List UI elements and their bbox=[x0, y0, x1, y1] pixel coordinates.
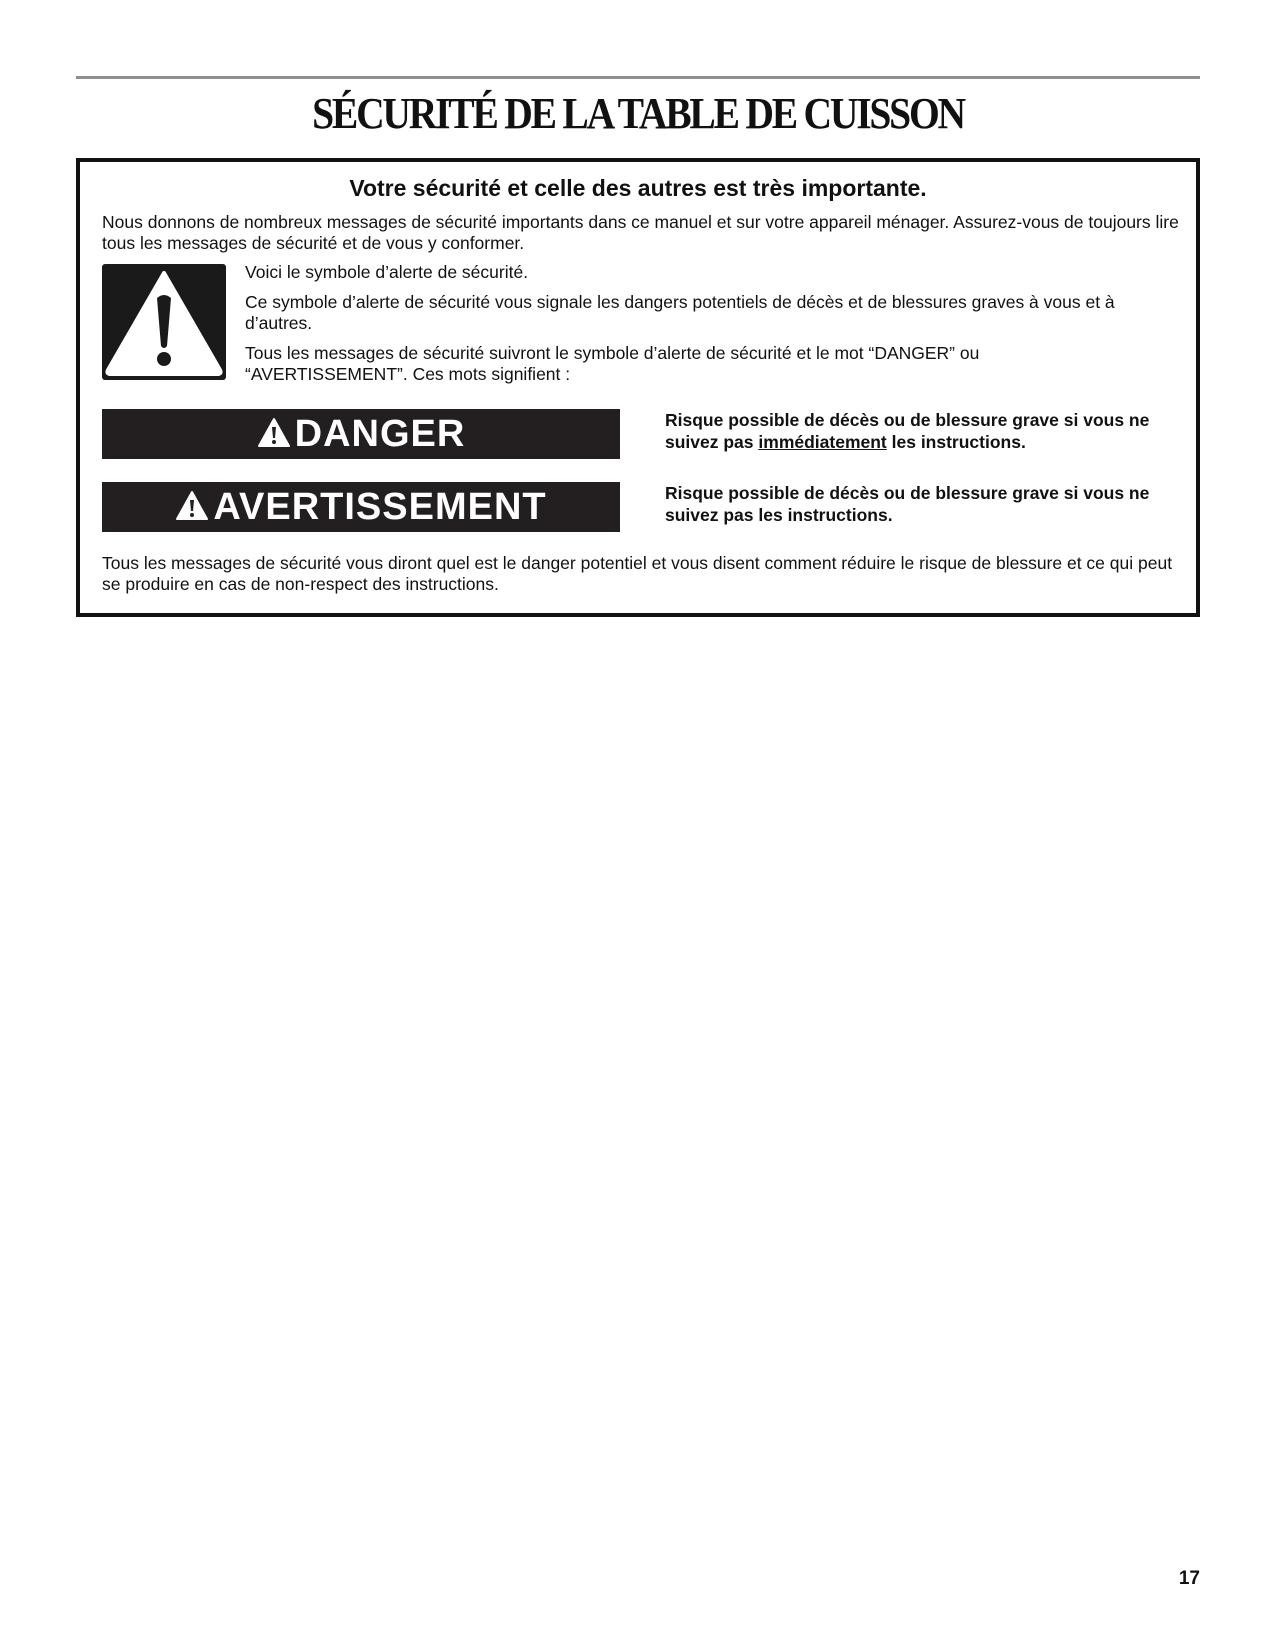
alert-symbol-block bbox=[102, 262, 1182, 382]
avertissement-description bbox=[665, 482, 1185, 526]
danger-desc-before: Risque possible de décès ou de blessure grave si vous ne suivez pas bbox=[665, 410, 1150, 452]
danger-desc-emphasis: immédiatement bbox=[758, 432, 887, 452]
warning-triangle-icon bbox=[257, 417, 291, 454]
alert-line: Tous les messages de sécurité suivront le symbole d’alerte de sécurité et le mot “DANGER” ou “AVERTISSEMENT”. Ces mots signifient : bbox=[245, 343, 980, 384]
safety-box-heading: Votre sécurité et celle des autres est très importante. bbox=[349, 175, 927, 201]
danger-description bbox=[665, 409, 1185, 453]
alert-line: Ce symbole d’alerte de sécurité vous signale les dangers potentiels de décès et de blessures graves à vous et à d’autres. bbox=[245, 292, 1115, 333]
avertissement-signal-bar bbox=[102, 482, 620, 532]
danger-signal-bar bbox=[102, 409, 620, 459]
page-number: 17 bbox=[1178, 1568, 1200, 1589]
danger-desc-after: les instructions. bbox=[886, 432, 1026, 452]
avertissement-word: AVERTISSEMENT bbox=[213, 486, 547, 528]
closing-paragraph: Tous les messages de sécurité vous diront quel est le danger potentiel et vous disent comment réduire le risque de blessure et ce qui peut se produire en cas de non-respect des instructions. bbox=[102, 553, 1173, 594]
safety-box bbox=[76, 158, 1200, 617]
intro-paragraph: Nous donnons de nombreux messages de sécurité importants dans ce manuel et sur votre appareil ménager. Assurez-vous de toujours lire tous les messages de sécurité et de vous y conformer. bbox=[102, 212, 1179, 253]
warning-triangle-icon bbox=[175, 490, 209, 527]
alert-line: Voici le symbole d’alerte de sécurité. bbox=[245, 262, 529, 282]
signal-row-avertissement bbox=[102, 482, 1182, 534]
avertissement-desc-before: Risque possible de décès ou de blessure grave si vous ne suivez pas les instructions. bbox=[665, 483, 1150, 525]
safety-alert-exclamation-icon bbox=[102, 264, 226, 380]
signal-row-danger bbox=[102, 409, 1182, 461]
top-rule bbox=[76, 76, 1200, 79]
page-title: SÉCURITÉ DE LA TABLE DE CUISSON bbox=[312, 89, 964, 138]
alert-symbol-text bbox=[245, 262, 1145, 394]
danger-word: DANGER bbox=[294, 413, 466, 455]
